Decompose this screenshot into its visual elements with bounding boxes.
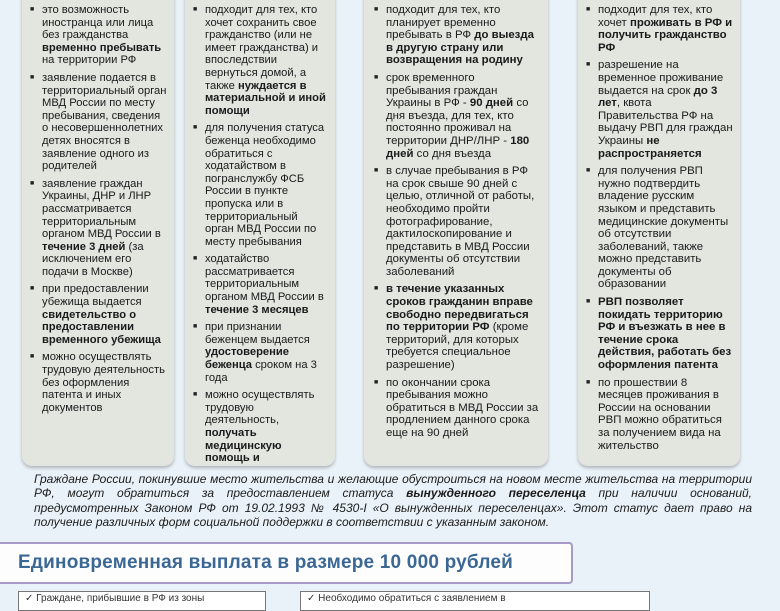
text-run: срок временного пребывания граждан Украины в РФ -	[386, 71, 498, 110]
text-run: заявление подается в территориальный орган МВД России по месту пребывания, сведения о несовершеннолетних детях вносятся в заявление одного из родителей	[42, 71, 167, 173]
text-run: это возможность иностранца или лица без гражданства	[42, 4, 154, 42]
list-item	[584, 296, 734, 372]
text-run: можно осуществлять трудовую деятельность без оформления патента и иных документов	[42, 351, 165, 414]
bold-text: до 3 лет	[598, 84, 718, 110]
text-run: подходит для тех, кто планирует временно пребывать в РФ	[386, 4, 501, 42]
bold-text: временно пребывать	[42, 41, 162, 54]
text-run: при предоставлении убежища выдается	[42, 283, 149, 309]
text-run: по прошествии 8 месяцев проживания в России на основании РВП можно обратиться за получением вида на жительство	[598, 376, 722, 452]
list-item	[372, 72, 542, 160]
text-run: сроком на 3 года	[205, 359, 317, 384]
list-item	[191, 122, 329, 248]
bold-text: до выезда в другую страну или возвращения на родину	[386, 29, 534, 67]
text-run: для получения статуса беженца необходимо обратиться с ходатайством в погранслужбу ФСБ России в пункте пропуска или в территориальный орган МВД России по месту пребывания	[205, 122, 325, 248]
list-item	[28, 72, 168, 173]
list-item	[28, 178, 168, 279]
bold-text: свидетельство о предоставлении временного убежища	[42, 308, 161, 346]
list-item	[191, 253, 329, 316]
column-temporary-residence-permit	[578, 0, 740, 466]
list-item	[191, 4, 329, 117]
text-run: по окончании срока пребывания можно обратиться в МВД России за продлением данного срока еще на 90 дней	[386, 376, 539, 439]
list-item	[584, 59, 734, 160]
bold-text: РВП позволяет покидать территорию РФ и въезжать в нее в течение срока действия, работать без оформления патента	[598, 296, 732, 372]
text-run: подходит для тех, кто хочет	[598, 4, 713, 29]
column-temporary-asylum	[22, 0, 174, 466]
text-run: можно осуществлять трудовую деятельность,	[205, 389, 315, 427]
column-temporary-stay	[364, 0, 548, 466]
banner-title: Единовременная выплата в размере 10 000 рублей	[18, 552, 514, 573]
text-run: при признании беженцем выдается	[205, 321, 310, 346]
bold-text: течение 3 месяцев	[205, 303, 309, 316]
bold-text: нуждается в материальной и иной помощи	[205, 79, 326, 117]
bullet-list	[191, 4, 329, 466]
bold-text: течение 3 дней	[42, 240, 126, 253]
text-run: (за исключением его подачи в Москве)	[42, 240, 144, 278]
bottom-box-left: ✓ Граждане, прибывшие в РФ из зоны	[18, 591, 266, 611]
list-item	[372, 377, 542, 440]
text-run: ходатайство рассматривается территориальным органом МВД России в	[205, 253, 324, 304]
text-run: в случае пребывания в РФ на срок свыше 90 дней с целью, отличной от работы, необходимо пройти фотографирование, дактилоскопирование и представить в МВД России документы об отсутствии заболеваний	[386, 165, 535, 278]
list-item	[28, 351, 168, 414]
payment-banner	[0, 542, 573, 584]
bold-text: получать медицинскую помощь и	[205, 427, 282, 465]
text-run: при наличии оснований, предусмотренных Законом РФ от 19.02.1993 № 4530-I «О вынужденных переселенцах». Этот статус дает право на получение различных форм социальной поддержки в соответствии с указанным законом.	[34, 486, 753, 530]
bullet-list	[584, 4, 734, 452]
text-run: на территории РФ	[42, 54, 137, 67]
list-item	[28, 283, 168, 346]
list-item	[584, 377, 734, 453]
bold-text: не распространяется	[598, 134, 702, 160]
bullet-list	[28, 4, 168, 414]
list-item	[191, 321, 329, 384]
text-run: со дня въезда, для тех, кто постоянно проживал на территории ДНР/ЛНР -	[386, 97, 529, 147]
text-run: заявление граждан Украины, ДНР и ЛНР рассматривается территориальным органом МВД России в	[42, 177, 161, 241]
list-item	[584, 4, 734, 54]
bold-text: в течение указанных сроков гражданин вправе свободно передвигаться по территории РФ	[386, 283, 533, 334]
text-run: , квота Правительства РФ на выдачу РВП для граждан Украины	[598, 97, 733, 147]
text-run: Граждане России, покинувшие место жительства и желающие обустроиться на новом месте жительства на территории РФ, могут обратиться за предоставлением статуса	[34, 472, 752, 501]
bold-text: вынужденного переселенца	[406, 486, 586, 501]
bold-text: проживать в РФ и получить гражданство РФ	[598, 16, 733, 54]
text-run: со дня въезда	[413, 147, 492, 160]
list-item	[28, 4, 168, 67]
text-run: разрешение на временное проживание выдается на срок	[598, 59, 724, 97]
list-item	[372, 165, 542, 278]
bottom-box-right: ✓ Необходимо обратиться с заявлением в	[300, 591, 650, 611]
bold-text: 90 дней	[469, 97, 514, 110]
forced-migrant-note	[34, 472, 752, 530]
list-item	[372, 283, 542, 371]
bold-text: удостоверение беженца	[205, 346, 289, 372]
list-item	[584, 165, 734, 291]
text-run: подходит для тех, кто хочет сохранить свое гражданство (или не имеет гражданства) и впоследствии вернуться домой, а также	[205, 4, 319, 92]
list-item	[191, 389, 329, 466]
text-run: для получения РВП нужно подтвердить владение русским языком и представить медицинские документы об отсутствии заболеваний, также можно представить документы об образовании	[598, 165, 729, 291]
list-item	[372, 4, 542, 67]
bold-text: 180 дней	[386, 134, 530, 160]
text-run: (кроме территорий, для которых требуется специальное разрешение)	[386, 321, 529, 372]
column-refugee-status	[185, 0, 335, 466]
bullet-list	[372, 4, 542, 440]
